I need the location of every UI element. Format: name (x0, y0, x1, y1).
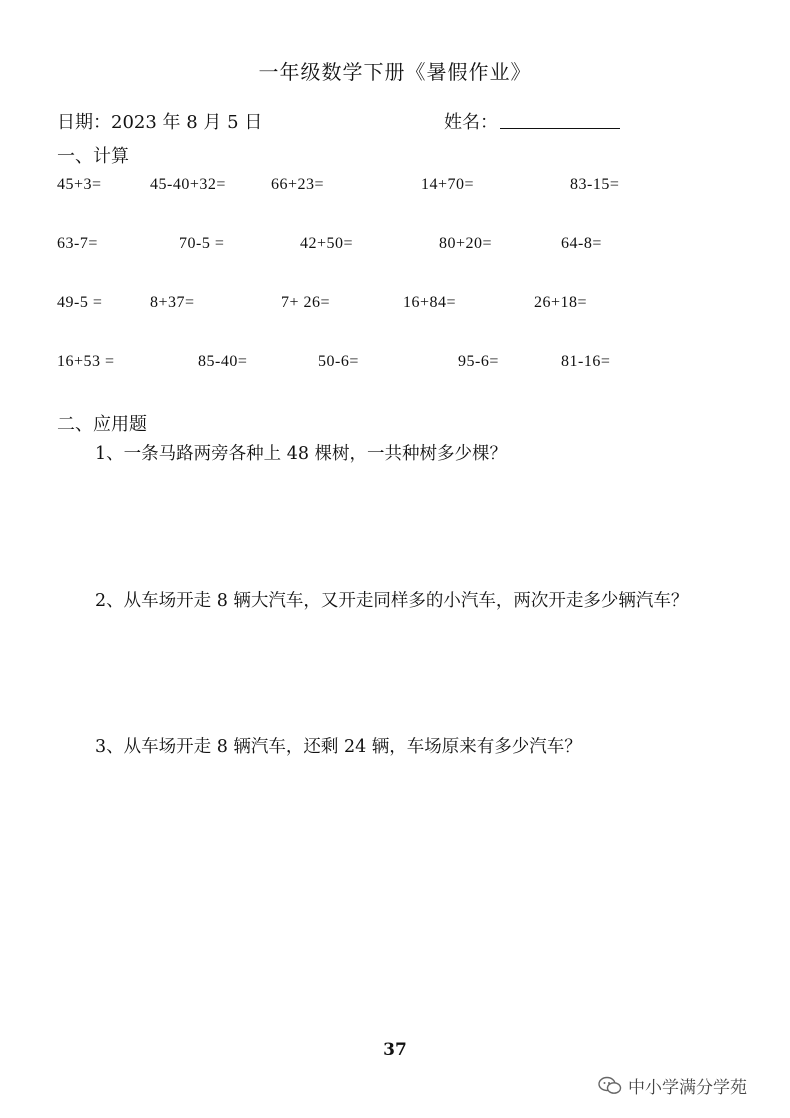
calc-expression: 45+3= (57, 176, 102, 193)
page-number: 37 (383, 1040, 407, 1060)
calc-expression: 81-16= (561, 353, 611, 370)
calc-expression: 8+37= (150, 294, 195, 311)
wechat-icon (598, 1076, 622, 1096)
section-word-problems-heading: 二、应用题 (57, 414, 147, 435)
calc-expression: 7+ 26= (281, 294, 331, 311)
calc-expression: 50-6= (318, 353, 359, 370)
calc-expression: 95-6= (458, 353, 499, 370)
calc-expression: 70-5 = (179, 235, 225, 252)
name-blank-line (500, 128, 620, 129)
calc-expression: 42+50= (300, 235, 354, 252)
calc-expression: 49-5 = (57, 294, 103, 311)
calc-expression: 16+53 = (57, 353, 115, 370)
calc-expression: 63-7= (57, 235, 98, 252)
watermark-text: 中小学满分学苑 (628, 1078, 747, 1098)
calc-expression: 85-40= (198, 353, 248, 370)
word-problem-2: 2、从车场开走 8 辆大汽车，又开走同样多的小汽车，两次开走多少辆汽车？ (95, 591, 689, 611)
calc-expression: 80+20= (439, 235, 493, 252)
calc-expression: 26+18= (534, 294, 588, 311)
date-text: 日期：2023 年 8 月 5 日 (57, 112, 263, 133)
calc-expression: 14+70= (421, 176, 475, 193)
calc-expression: 16+84= (403, 294, 457, 311)
name-label: 姓名： (444, 112, 498, 133)
calc-expression: 45-40+32= (150, 176, 226, 193)
watermark (598, 1073, 747, 1098)
calc-expression: 66+23= (271, 176, 325, 193)
worksheet-title: 一年级数学下册《暑假作业》 (258, 60, 532, 84)
word-problem-3: 3、从车场开走 8 辆汽车，还剩 24 辆，车场原来有多少汽车？ (95, 737, 582, 757)
calc-expression: 64-8= (561, 235, 602, 252)
section-calculation-heading: 一、计算 (57, 146, 129, 167)
word-problem-1: 1、一条马路两旁各种上 48 棵树，一共种树多少棵？ (95, 444, 508, 464)
calc-expression: 83-15= (570, 176, 620, 193)
